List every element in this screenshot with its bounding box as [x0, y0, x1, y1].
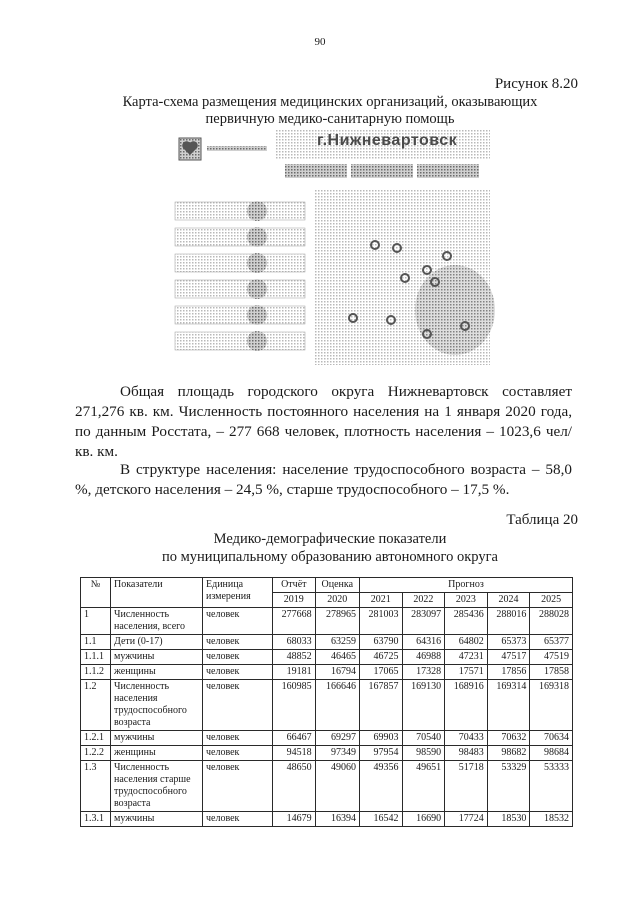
row-value: 47517: [487, 650, 530, 665]
map-scheme-image: [165, 130, 495, 370]
row-value: 46725: [359, 650, 402, 665]
row-value: 14679: [273, 812, 316, 827]
header-year: 2022: [402, 593, 445, 608]
row-num: 1.3: [81, 761, 111, 812]
row-value: 64316: [402, 635, 445, 650]
row-value: 98682: [487, 746, 530, 761]
row-unit: человек: [203, 680, 273, 731]
row-value: 281003: [359, 608, 402, 635]
figure-caption: [80, 94, 580, 128]
table-header-row: [81, 578, 573, 593]
table-label: Таблица 20: [506, 512, 578, 528]
row-num: 1.2.2: [81, 746, 111, 761]
row-num: 1.1: [81, 635, 111, 650]
row-value: 68033: [273, 635, 316, 650]
row-num: 1.2: [81, 680, 111, 731]
row-num: 1.1.1: [81, 650, 111, 665]
row-unit: человек: [203, 731, 273, 746]
row-indicator: мужчины: [111, 731, 203, 746]
header-year: 2020: [315, 593, 359, 608]
row-value: 47519: [530, 650, 573, 665]
row-value: 169318: [530, 680, 573, 731]
logo-caption: [207, 146, 267, 151]
row-value: 278965: [315, 608, 359, 635]
row-value: 49060: [315, 761, 359, 812]
row-value: 166646: [315, 680, 359, 731]
row-value: 48650: [273, 761, 316, 812]
row-value: 46465: [315, 650, 359, 665]
row-value: 65377: [530, 635, 573, 650]
row-value: 16542: [359, 812, 402, 827]
header-year: 2021: [359, 593, 402, 608]
header-num: №: [81, 578, 111, 608]
map-tab-1: [285, 164, 347, 178]
figure-label: Рисунок 8.20: [494, 76, 578, 92]
row-indicator: женщины: [111, 665, 203, 680]
row-value: 48852: [273, 650, 316, 665]
paragraph-population-structure: [75, 460, 572, 500]
row-value: 98684: [530, 746, 573, 761]
row-value: 167857: [359, 680, 402, 731]
row-value: 169314: [487, 680, 530, 731]
table-row: [81, 635, 573, 650]
row-unit: человек: [203, 812, 273, 827]
header-report: Отчёт: [273, 578, 316, 593]
row-value: 288016: [487, 608, 530, 635]
row-value: 169130: [402, 680, 445, 731]
row-num: 1.2.1: [81, 731, 111, 746]
row-value: 97349: [315, 746, 359, 761]
row-indicator: мужчины: [111, 650, 203, 665]
row-value: 69903: [359, 731, 402, 746]
row-value: 70433: [445, 731, 488, 746]
table-title-line1: Медико-демографические показатели: [213, 531, 447, 547]
table-row: [81, 812, 573, 827]
row-indicator: женщины: [111, 746, 203, 761]
table-row: [81, 665, 573, 680]
row-value: 63259: [315, 635, 359, 650]
row-unit: человек: [203, 746, 273, 761]
table-row: [81, 680, 573, 731]
map-tab-2: [351, 164, 413, 178]
row-value: 53329: [487, 761, 530, 812]
row-value: 66467: [273, 731, 316, 746]
row-value: 168916: [445, 680, 488, 731]
map-city-title: г.Нижневартовск: [317, 132, 458, 149]
header-indicator: Показатели: [111, 578, 203, 608]
header-year: 2023: [445, 593, 488, 608]
row-num: 1: [81, 608, 111, 635]
row-unit: человек: [203, 608, 273, 635]
row-value: 16394: [315, 812, 359, 827]
heart-logo-icon: [179, 138, 201, 160]
table-row: [81, 746, 573, 761]
row-indicator: Численность населения старше трудоспособного возраста: [111, 761, 203, 812]
row-value: 17858: [530, 665, 573, 680]
row-value: 64802: [445, 635, 488, 650]
header-year: 2019: [273, 593, 316, 608]
row-value: 70632: [487, 731, 530, 746]
row-num: 1.3.1: [81, 812, 111, 827]
figure-caption-line1: Карта-схема размещения медицинских организаций, оказывающих: [122, 94, 538, 110]
table-body: [81, 608, 573, 827]
row-unit: человек: [203, 650, 273, 665]
table-row: [81, 731, 573, 746]
row-value: 49356: [359, 761, 402, 812]
row-indicator: мужчины: [111, 812, 203, 827]
row-value: 16690: [402, 812, 445, 827]
header-forecast: Прогноз: [359, 578, 572, 593]
row-value: 18532: [530, 812, 573, 827]
map-tab-3: [417, 164, 479, 178]
paragraph-area-population-text: Общая площадь городского округа Нижневартовск составляет 271,276 кв. км. Численность постоянного населения на 1 января 2020 года, по данным Росстата, – 277 668 человек, плотность населения – 1023,6 чел/кв. км.: [75, 383, 572, 460]
map-scheme-graphic: [165, 130, 495, 370]
row-value: 19181: [273, 665, 316, 680]
demographic-table: [80, 577, 573, 827]
row-value: 98483: [445, 746, 488, 761]
row-value: 283097: [402, 608, 445, 635]
row-num: 1.1.2: [81, 665, 111, 680]
header-estimate: Оценка: [315, 578, 359, 593]
header-year: 2024: [487, 593, 530, 608]
row-value: 277668: [273, 608, 316, 635]
row-value: 63790: [359, 635, 402, 650]
table-title: [80, 530, 580, 566]
row-indicator: Численность населения трудоспособного возраста: [111, 680, 203, 731]
row-value: 17856: [487, 665, 530, 680]
table-row: [81, 761, 573, 812]
row-indicator: Численность населения, всего: [111, 608, 203, 635]
map-district-shape: [415, 265, 495, 355]
row-value: 46988: [402, 650, 445, 665]
row-unit: человек: [203, 635, 273, 650]
paragraph-area-population: [75, 382, 572, 462]
row-value: 18530: [487, 812, 530, 827]
row-value: 47231: [445, 650, 488, 665]
header-year: 2025: [530, 593, 573, 608]
row-indicator: Дети (0-17): [111, 635, 203, 650]
row-value: 69297: [315, 731, 359, 746]
row-value: 97954: [359, 746, 402, 761]
row-value: 94518: [273, 746, 316, 761]
row-value: 17571: [445, 665, 488, 680]
row-value: 70540: [402, 731, 445, 746]
row-value: 288028: [530, 608, 573, 635]
map-legend-list: [175, 201, 305, 351]
row-value: 53333: [530, 761, 573, 812]
row-value: 49651: [402, 761, 445, 812]
row-value: 17065: [359, 665, 402, 680]
row-value: 16794: [315, 665, 359, 680]
row-value: 160985: [273, 680, 316, 731]
row-unit: человек: [203, 761, 273, 812]
row-value: 17724: [445, 812, 488, 827]
row-value: 65373: [487, 635, 530, 650]
row-value: 70634: [530, 731, 573, 746]
row-value: 51718: [445, 761, 488, 812]
table-row: [81, 608, 573, 635]
row-value: 98590: [402, 746, 445, 761]
row-unit: человек: [203, 665, 273, 680]
figure-caption-line2: первичную медико-санитарную помощь: [205, 111, 455, 127]
table-title-line2: по муниципальному образованию автономного округа: [161, 549, 498, 565]
paragraph-population-structure-text: В структуре населения: население трудоспособного возраста – 58,0 %, детского населения – 24,5 %, старше трудоспособного – 17,5 %.: [75, 461, 572, 498]
table-row: [81, 650, 573, 665]
header-unit: Единица измерения: [203, 578, 273, 608]
row-value: 285436: [445, 608, 488, 635]
page-number: 90: [314, 36, 326, 48]
row-value: 17328: [402, 665, 445, 680]
